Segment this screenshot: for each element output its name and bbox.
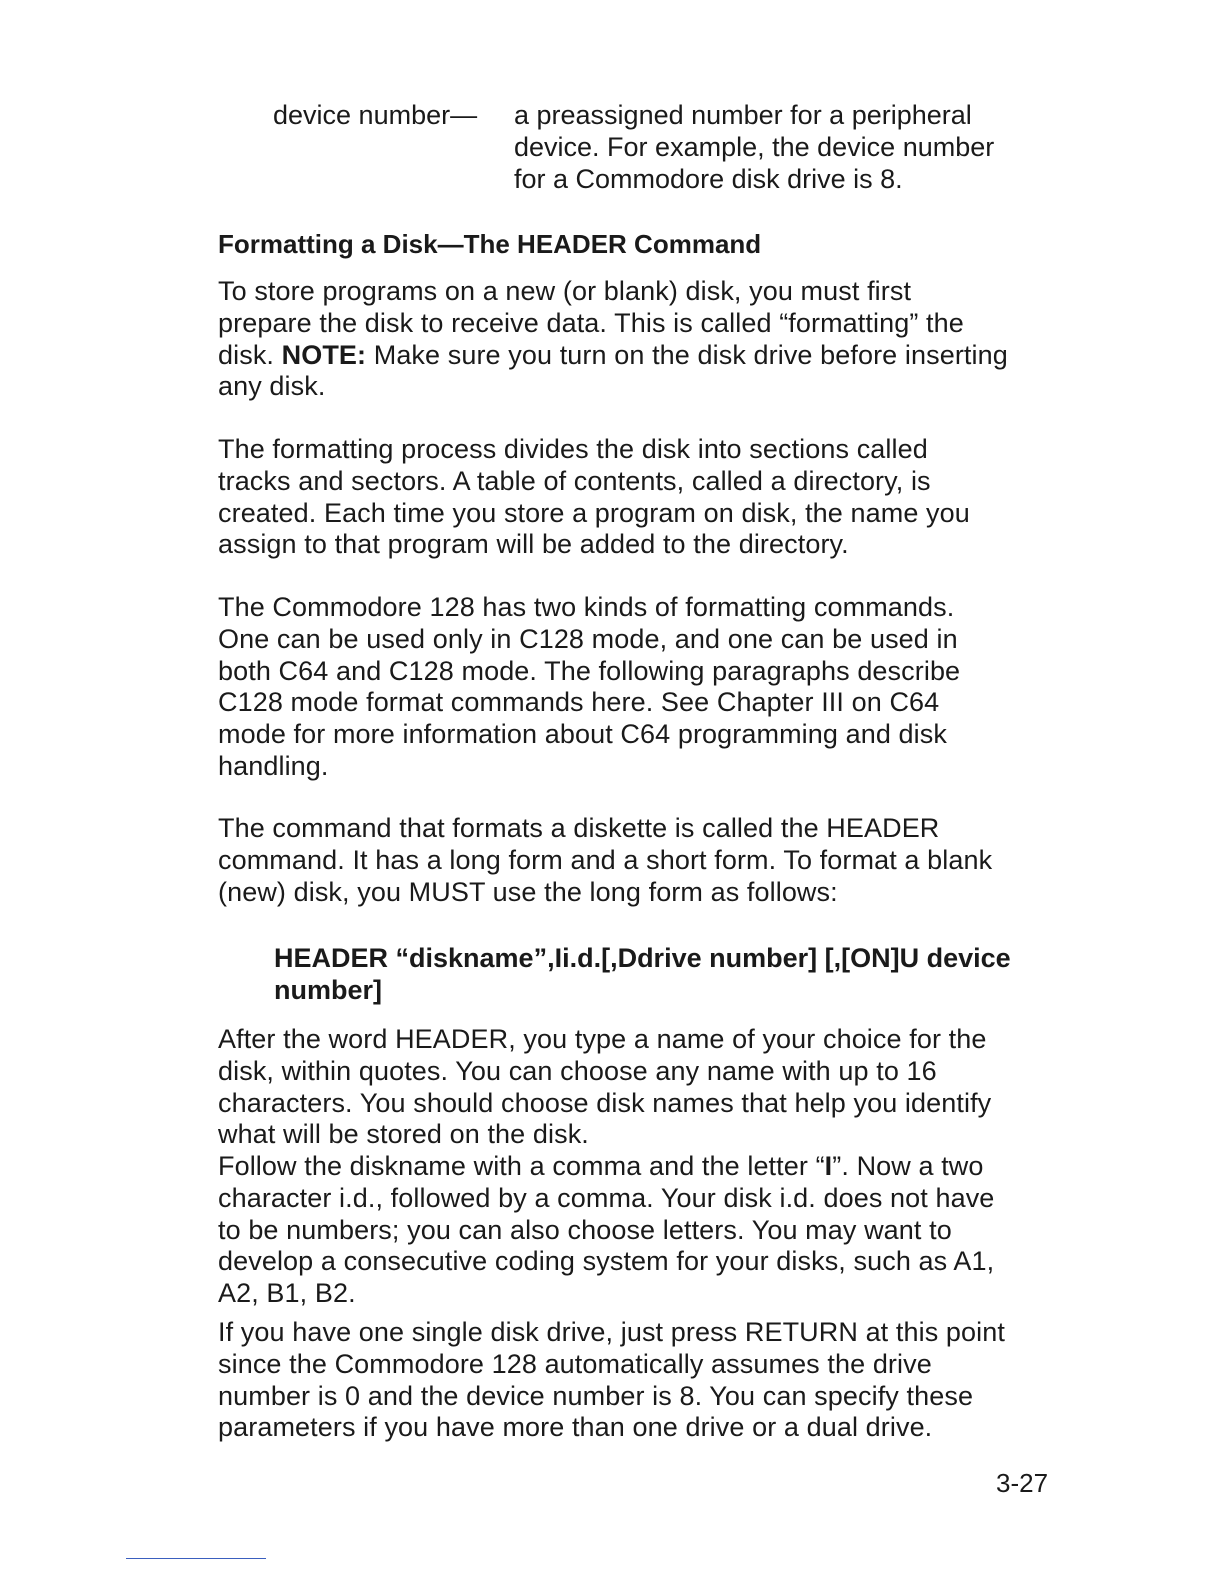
paragraph-line: command. It has a long form and a short form. To format a blank [218,844,993,875]
paragraph-line: handling. [218,750,329,781]
definition-term: device number— [273,100,478,130]
paragraph-line: to be numbers; you can also choose letters. You may want to [218,1214,952,1245]
paragraph-line: assign to that program will be added to the directory. [218,529,849,560]
paragraph-line: ”. Now a two [832,1151,984,1181]
paragraph-line: The formatting process divides the disk into sections called [218,434,928,464]
definition-line: device. For example, the device number [514,131,995,162]
paragraph-line: C128 mode format commands here. See Chapter III on C64 [218,687,940,718]
paragraph-line: tracks and sectors. A table of contents, called a directory, is [218,465,931,496]
paragraph-line: characters. You should choose disk names that help you identify [218,1087,992,1118]
paragraph-single-drive [218,1317,1058,1444]
page-number: 3-27 [996,1468,1049,1498]
syntax-line: HEADER “diskname”,Ii.d.[,Ddrive number] [,[ON]U device [274,943,1011,973]
definition-line: for a Commodore disk drive is 8. [514,163,903,194]
definition-description [514,100,1054,195]
note-label: NOTE: [281,339,367,370]
paragraph-formatting-process [218,434,1058,561]
paragraph-line: Make sure you turn on the disk drive before inserting [366,339,1008,370]
header-syntax [274,943,1064,1007]
paragraph-line: any disk. [218,371,326,402]
paragraph-formatting-commands [218,592,1058,783]
paragraph-line: parameters if you have more than one drive or a dual drive. [218,1412,933,1443]
paragraph-line: The Commodore 128 has two kinds of formatting commands. [218,592,955,622]
paragraph-line: both C64 and C128 mode. The following paragraphs describe [218,655,961,686]
syntax-line: number] [274,974,382,1005]
paragraph-line: After the word HEADER, you type a name of your choice for the [218,1024,987,1054]
paragraph-line: prepare the disk to receive data. This is called “formatting” the [218,307,964,338]
paragraph-line: created. Each time you store a program on disk, the name you [218,497,970,528]
definition-line: a preassigned number for a peripheral [514,100,972,130]
section-heading: Formatting a Disk—The HEADER Command [218,229,762,259]
paragraph-line: A2, B1, B2. [218,1278,356,1309]
paragraph-diskname [218,1024,1058,1151]
paragraph-line: To store programs on a new (or blank) disk, you must first [218,276,912,306]
paragraph-line: The command that formats a diskette is called the HEADER [218,813,940,843]
paragraph-line: disk. [218,339,282,370]
footer-rule [126,1558,266,1559]
paragraph-store-programs [218,276,1058,403]
paragraph-line: since the Commodore 128 automatically assumes the drive [218,1348,932,1379]
paragraph-disk-id [218,1151,1058,1310]
paragraph-line: mode for more information about C64 programming and disk [218,719,947,750]
paragraph-line: develop a consecutive coding system for your disks, such as A1, [218,1246,995,1277]
paragraph-line: One can be used only in C128 mode, and one can be used in [218,623,958,654]
paragraph-header-command [218,813,1058,908]
paragraph-line: disk, within quotes. You can choose any name with up to 16 [218,1055,937,1086]
paragraph-line: (new) disk, you MUST use the long form as follows: [218,876,838,907]
paragraph-line: If you have one single disk drive, just press RETURN at this point [218,1317,1005,1347]
paragraph-line: character i.d., followed by a comma. Your disk i.d. does not have [218,1182,995,1213]
paragraph-line: number is 0 and the device number is 8. You can specify these [218,1380,974,1411]
paragraph-line: what will be stored on the disk. [218,1119,589,1150]
paragraph-line: Follow the diskname with a comma and the letter “ [218,1151,825,1181]
letter-i: I [824,1151,833,1181]
